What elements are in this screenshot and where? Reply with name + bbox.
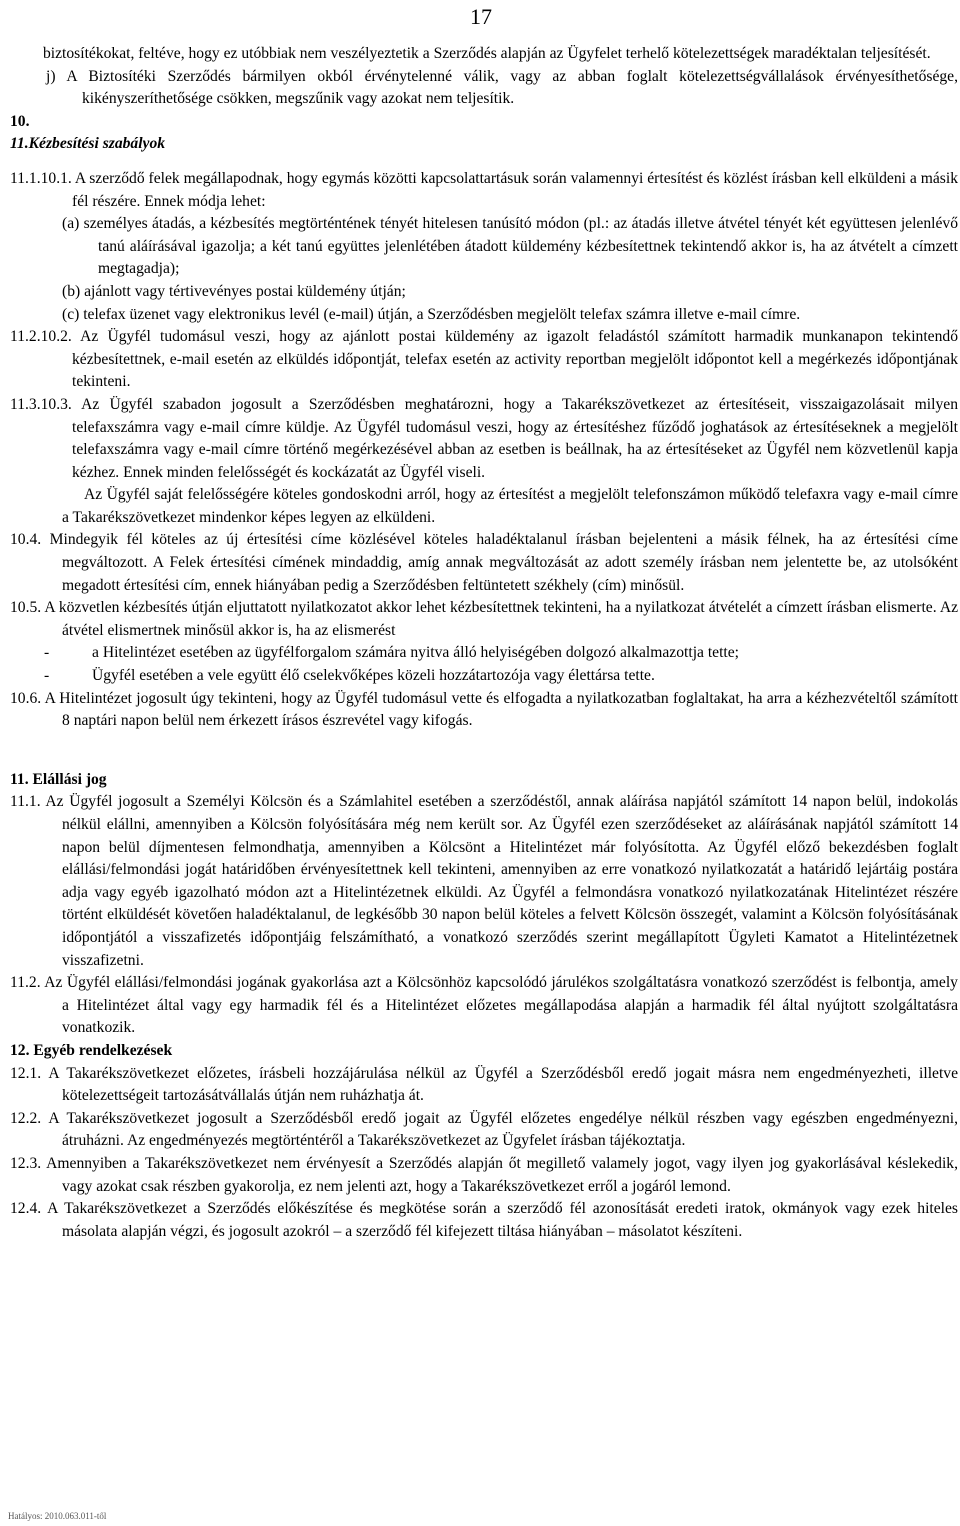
paragraph-10-6 <box>10 688 958 733</box>
paragraph-number: 12.2. <box>10 1109 42 1127</box>
paragraph-text: Az Ügyfél jogosult a Személyi Kölcsön és a Számlahitel esetében a szerződéstől, annak aláírása napjától számított 14 napon belül, indokolás nélkül elállni, amennyiben a Kölcsön folyósítására még nem került sor. Az Ügyfél ezen szerződéseket az aláírásának napjától számított 14 napon belül díjmentesen felmondhatja, amennyiben a Kölcsönt a Hitelintézet már folyósította. Az Ügyfél előző bekezdésben foglalt elállási/felmondási jogát határidőben érvényesítettnek kell tekinteni, amennyiben az erre vonatkozó nyilatkozatát a határidő lejártáig postára adja vagy egyéb igazolható módon azt a Hitelintézetnek elküldi. Az Ügyfél a felmondásra vonatkozó nyilatkozatának Hitelintézet részére történt elküldését követően haladéktalanul, de legkésőbb 30 napon belül köteles a felvett Kölcsön összegét, valamint a Kölcsön folyósításának időpontjától a visszafizetés időpontjáig felszámítható, a vonatkozó szerződés szerint megállapított Ügyleti Kamatot a Hitelintézetnek visszafizetni. <box>45 793 958 969</box>
list-item-b: (b) ajánlott vagy tértivevényes postai küldemény útján; <box>62 282 406 300</box>
paragraph-10-2 <box>10 326 958 394</box>
paragraph-number: 10.5. <box>10 599 42 617</box>
paragraph-10-3 <box>10 394 958 484</box>
paragraph-number: 10.6. <box>10 689 42 707</box>
paragraph-number: 10.4. <box>10 531 42 549</box>
paragraph-text: Az Ügyfél szabadon jogosult a Szerződésben meghatározni, hogy a Takarékszövetkezet az értesítéseit, visszaigazolásait milyen telefaxszámra vagy e-mail címre küldje. Az Ügyfél tudomásul veszi, hogy az értesítéshez fűződő joghatások az értesítéseknek a megjelölt telefaxszámra vagy e-mail címre történő megérkezésével abban az esetben is beállnak, ha az értesítéseket az Ügyfél nem közvetlenül kapja kézhez. Ennek minden felelősségét és kockázatát az Ügyfél viseli. <box>72 395 958 481</box>
paragraph-number: 11.2. <box>10 974 41 992</box>
paragraph-11-2 <box>10 972 958 1040</box>
dash-item-text: Ügyfél esetében a vele együtt élő cselekvőképes közeli hozzátartozója vagy élettársa tette. <box>92 667 655 685</box>
list-item-a: (a) személyes átadás, a kézbesítés megtörténtének tényét hitelesen tanúsító módon (pl.: az átadás illetve átvétel tényét két együttesen jelenlévő tanú aláírásával igazolja; a két tanú együttes jelenlétében átadott küldemény kézbesítettnek tekintendő akkor is, ha az átvételt a címzett megtagadja); <box>62 215 958 278</box>
paragraph-text: Az Ügyfél elállási/felmondási jogának gyakorlása azt a Kölcsönhöz kapcsolódó járulékos szolgáltatásra vonatkozó szerződést is felbontja, amely a Hitelintézet által vagy egy harmadik fél és a Hitelintézet előzetes megállapodása alapján a harmadik fél által nyújtott szolgáltatásra vonatkozik. <box>44 974 958 1037</box>
paragraph-text: A közvetlen kézbesítés útján eljuttatott nyilatkozatot akkor lehet kézbesítettnek tekinteni, ha a nyilatkozat átvételét a címzett írásban elismerte. Az átvétel elismertnek minősül akkor is, ha az elismerést <box>44 599 958 639</box>
footer-effective-date: Hatályos: 2010.063.011-től <box>8 1511 107 1521</box>
paragraph-number: 12.1. <box>10 1064 42 1082</box>
paragraph-text: A Takarékszövetkezet a Szerződés előkészítése és megkötése során a szerződő fél azonosítását eredeti iratok, okmányok vagy ezek hiteles másolata alapján végzi, és jogosult azokról – a szerződő fél kifejezett tiltása hiányában – másolatot készíteni. <box>47 1200 958 1240</box>
paragraph-10-3-continued: Az Ügyfél saját felelősségére köteles gondoskodni arról, hogy az értesítést a megjelölt telefonszámon működő telefaxra vagy e-mail címre a Takarékszövetkezet mindenkor képes legyen az elküldeni. <box>62 486 958 526</box>
paragraph-12-3 <box>10 1153 958 1198</box>
dash-item-1 <box>10 642 958 665</box>
paragraph-number: 11.1. <box>10 793 41 811</box>
paragraph-number: 11.3.10.3. <box>10 395 72 413</box>
paragraph-10-4 <box>10 529 958 597</box>
paragraph-text: Amennyiben a Takarékszövetkezet nem érvényesít a Szerződés alapján őt megillető valamely jogot, vagy ilyen jog gyakorlásával késlekedik, vagy azokat csak részben gyakorolja, ez nem jelenti azt, hogy a Takarékszövetkezet erről a jogáról lemond. <box>46 1154 958 1195</box>
paragraph-number: 12.4. <box>10 1200 42 1218</box>
list-item-j: j) A Biztosítéki Szerződés bármilyen okból érvénytelenné válik, vagy az abban foglalt kötelezettségvállalások érvényesíthetősége, kikényszeríthetősége csökken, megszűnik vagy azokat nem teljesítik. <box>46 67 958 108</box>
paragraph-text: A Hitelintézet jogosult úgy tekinteni, hogy az Ügyfél tudomásul vette és elfogadta a nyilatkozatban foglaltakat, ha arra a kézhezvételtől számított 8 naptári napon belül nem érkezett írásos észrevétel vagy kifogás. <box>44 689 958 730</box>
paragraph-text: A szerződő felek megállapodnak, hogy egymás közötti kapcsolattartásuk során valamennyi értesítést és közlést írásban kell elküldeni a másik fél részére. Ennek módja lehet: <box>72 169 958 210</box>
paragraph-11-1 <box>10 791 958 972</box>
dash-item-text: a Hitelintézet esetében az ügyfélforgalom számára nyitva álló helyiségében dolgozó alkalmazottja tette; <box>92 644 740 662</box>
section-title-other-provisions: 12. Egyéb rendelkezések <box>10 1041 173 1059</box>
section-title-withdrawal: 11. Elállási jog <box>10 770 107 788</box>
paragraph-text: Az Ügyfél tudomásul veszi, hogy az ajánlott postai küldemény az igazolt feladástól számított harmadik munkanapon tekintendő kézbesítettnek, e-mail esetén az elküldés időpontját, telefax esetén az activity reportban megjelölt időpontot kell a megérkezés időpontjának tekinteni. <box>72 328 958 391</box>
paragraph-12-2 <box>10 1108 958 1153</box>
paragraph-text: A Takarékszövetkezet jogosult a Szerződésből eredő jogait az Ügyfél előzetes engedélye nélkül részben vagy egészben engedményezni, átruházni. Az engedményezés megtörténtéről a Takarékszövetkezet az Ügyfelet írásban tájékoztatja. <box>48 1109 958 1150</box>
page-number: 17 <box>470 4 492 29</box>
paragraph-12-4 <box>10 1198 958 1243</box>
paragraph-10-5 <box>10 597 958 642</box>
list-item-c: (c) telefax üzenet vagy elektronikus levél (e-mail) útján, a Szerződésben megjelölt telefax számra illetve e-mail címre. <box>62 305 801 323</box>
dash-bullet: - <box>44 667 50 685</box>
paragraph-number: 11.2.10.2. <box>10 328 72 346</box>
section-number-10: 10. <box>10 112 30 130</box>
paragraph-text: Mindegyik fél köteles az új értesítési címe közlésével köteles haladéktalanul írásban bejelenteni a másik félnek, ha az értesítési címe megváltozott. A Felek értesítési címének mindaddig, amíg annak megváltozását az adott személy írásban nem jelentette be, az utolsóként megadott értesítési cím, ennek hiányában pedig a Szerződésben feltüntetett székhely (cím) minősül. <box>49 531 959 594</box>
intro-continuation: biztosítékokat, feltéve, hogy ez utóbbiak nem veszélyeztetik a Szerződés alapján az Ügyfelet terhelő kötelezettségek maradéktalan teljesítését. <box>43 45 931 62</box>
dash-bullet: - <box>44 644 50 662</box>
paragraph-text: A Takarékszövetkezet előzetes, írásbeli hozzájárulása nélkül az Ügyfél a Szerződésből eredő jogait másra nem engedményezheti, illetve kötelezettségeit tartozásátvállalás útján nem ruházhatja át. <box>48 1064 958 1105</box>
dash-item-2 <box>10 665 958 688</box>
paragraph-number: 12.3. <box>10 1154 42 1172</box>
section-title-delivery-rules: 11.Kézbesítési szabályok <box>10 135 166 153</box>
paragraph-12-1 <box>10 1063 958 1108</box>
paragraph-10-1 <box>10 168 958 213</box>
paragraph-number: 11.1.10.1. <box>10 169 72 187</box>
document-body <box>10 43 958 1243</box>
